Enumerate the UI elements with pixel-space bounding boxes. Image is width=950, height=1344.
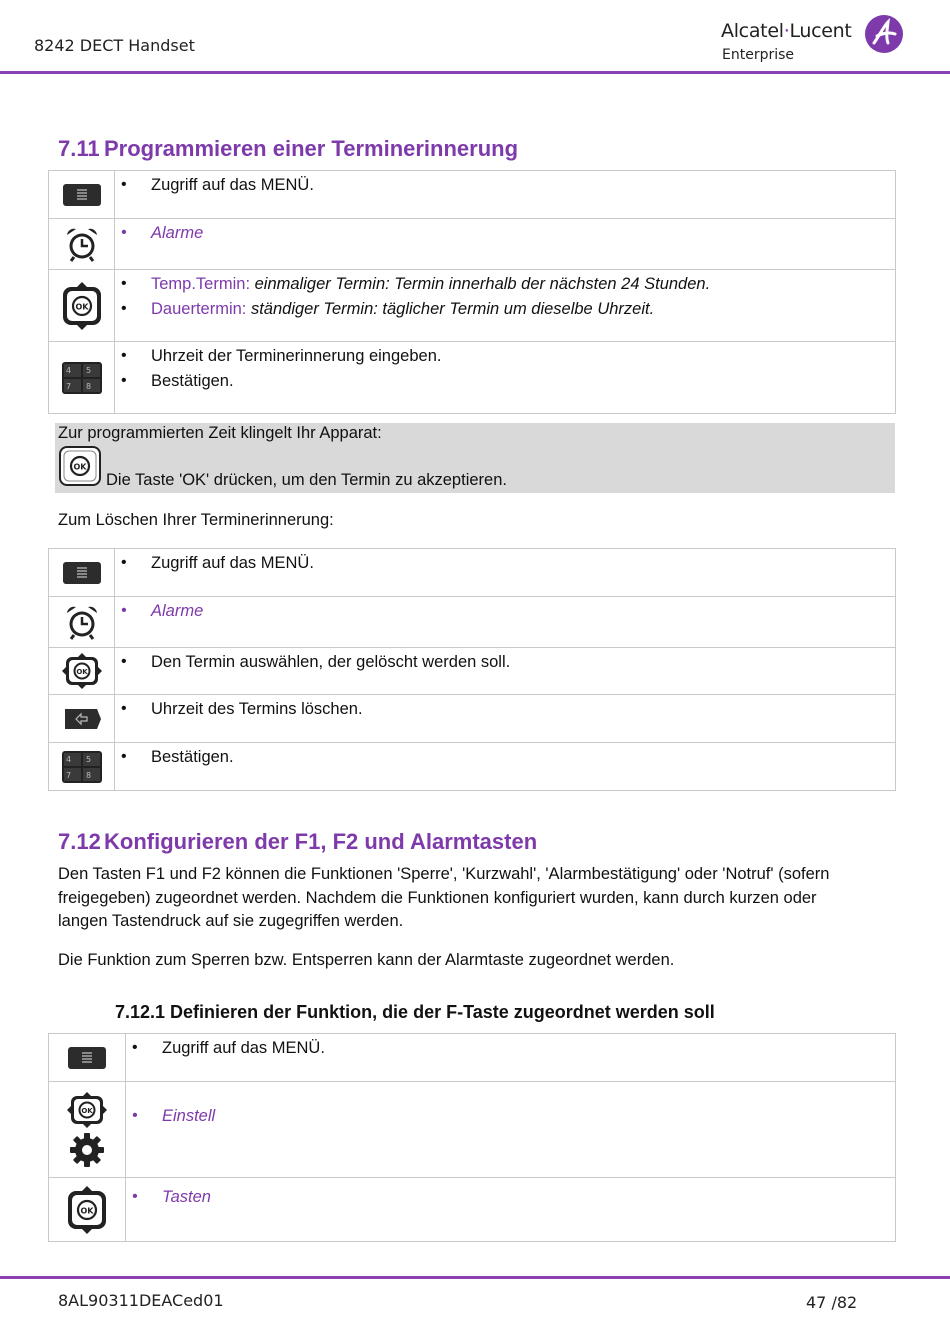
svg-text:7: 7	[65, 381, 71, 391]
step-row	[49, 1034, 896, 1082]
step-row	[49, 648, 896, 695]
subsection-heading-7-12-1: 7.12.1 Definieren der Funktion, die der F-Taste zugeordnet werden soll	[115, 1002, 715, 1022]
backspace-key-icon	[62, 707, 102, 731]
steps-table-delete	[48, 548, 896, 791]
steps-table-program	[48, 170, 896, 414]
section-heading-7-11: 7.11 Programmieren einer Terminerinnerung	[58, 136, 519, 161]
footer-rule	[0, 1276, 950, 1279]
step-row	[49, 549, 896, 597]
delete-intro: Zum Löschen Ihrer Terminerinnerung:	[58, 511, 334, 529]
note-box	[55, 423, 895, 493]
menu-key-icon	[67, 1044, 107, 1072]
step-text-cell	[126, 1082, 896, 1178]
svg-text:5: 5	[85, 365, 91, 375]
svg-text:OK: OK	[81, 1106, 93, 1115]
nav-ok-updown-icon	[66, 1185, 108, 1235]
keypad-icon	[61, 361, 103, 395]
header-rule	[0, 71, 950, 74]
menu-item-alarme: • Alarme	[151, 599, 895, 624]
svg-text:5: 5	[85, 754, 91, 764]
step-text-cell	[115, 270, 896, 342]
step-text-cell	[126, 1178, 896, 1242]
step-row	[49, 1082, 896, 1178]
step-text-cell	[115, 695, 896, 743]
step-text	[151, 297, 895, 322]
alarm-clock-icon	[64, 604, 100, 640]
step-text: • Uhrzeit des Termins löschen.	[151, 697, 895, 722]
option-temp-termin: Temp.Termin:	[151, 275, 251, 293]
step-text: • Den Termin auswählen, der gelöscht werden soll.	[151, 650, 895, 675]
svg-text:OK: OK	[80, 1206, 94, 1215]
nav-ok-updown-icon	[61, 281, 103, 331]
step-text: • Uhrzeit der Terminerinnerung eingeben.	[151, 344, 895, 369]
step-icon-cell	[49, 597, 115, 648]
step-icon-cell	[49, 171, 115, 219]
step-icon-cell	[49, 1178, 126, 1242]
step-row	[49, 342, 896, 414]
svg-text:OK: OK	[75, 668, 88, 676]
step-text-cell	[115, 648, 896, 695]
svg-text:4: 4	[65, 365, 71, 375]
svg-text:OK: OK	[73, 462, 87, 472]
menu-item-alarme: • Alarme	[151, 221, 895, 246]
ok-key-icon	[59, 446, 101, 486]
svg-text:7: 7	[65, 770, 71, 780]
step-row	[49, 743, 896, 791]
document-title: 8242 DECT Handset	[34, 36, 195, 55]
step-icon-cell	[49, 219, 115, 270]
step-icon-cell	[49, 342, 115, 414]
paragraph-f-keys	[58, 863, 829, 934]
keypad-icon	[61, 750, 103, 784]
step-text: • Bestätigen.	[151, 369, 895, 394]
logo-sub-text: Enterprise	[722, 47, 795, 63]
step-text-cell	[115, 171, 896, 219]
alarm-clock-icon	[64, 226, 100, 262]
svg-text:4: 4	[65, 754, 71, 764]
option-description: einmaliger Termin: Termin innerhalb der nächsten 24 Stunden.	[250, 275, 711, 293]
step-text-cell	[115, 549, 896, 597]
paragraph-line: Den Tasten F1 und F2 können die Funktionen 'Sperre', 'Kurzwahl', 'Alarmbestätigung' oder 'Notruf' (sofern	[58, 865, 830, 883]
note-line: Die Taste 'OK' drücken, um den Termin zu akzeptieren.	[106, 471, 507, 489]
menu-item-tasten: • Tasten	[162, 1185, 895, 1210]
step-text: • Zugriff auf das MENÜ.	[151, 551, 895, 576]
step-text-cell	[115, 743, 896, 791]
step-text-cell	[126, 1034, 896, 1082]
step-icon-cell	[49, 1082, 126, 1178]
option-description: ständiger Termin: täglicher Termin um dieselbe Uhrzeit.	[246, 299, 655, 318]
step-icon-cell	[49, 1034, 126, 1082]
gear-icon	[69, 1132, 105, 1168]
step-icon-cell	[49, 549, 115, 597]
step-text	[151, 272, 895, 297]
step-row	[49, 597, 896, 648]
alcatel-lucent-logo	[721, 14, 906, 68]
step-row	[49, 695, 896, 743]
menu-item-einstell: • Einstell	[162, 1104, 895, 1129]
a-logo-icon	[864, 14, 904, 54]
step-icon-cell	[49, 695, 115, 743]
svg-text:8: 8	[85, 381, 91, 391]
paragraph-alarm-key: Die Funktion zum Sperren bzw. Entsperren kann der Alarmtaste zugeordnet werden.	[58, 951, 675, 969]
paragraph-line: freigegeben) zugeordnet werden. Nachdem die Funktionen konfiguriert wurden, kann durch kurzen oder	[58, 888, 817, 907]
page-number: 47 /82	[806, 1293, 858, 1312]
note-line: Zur programmierten Zeit klingelt Ihr Apparat:	[58, 424, 382, 442]
step-icon-cell	[49, 648, 115, 695]
document-reference: 8AL90311DEACed01	[58, 1291, 224, 1310]
logo-brand-text: Alcatel·Lucent	[721, 20, 852, 42]
nav-ok-4way-icon	[62, 653, 102, 689]
svg-text:8: 8	[85, 770, 91, 780]
svg-text:OK: OK	[75, 302, 88, 311]
option-dauertermin: Dauertermin:	[151, 299, 247, 318]
step-icon-cell	[49, 270, 115, 342]
step-row	[49, 171, 896, 219]
steps-table-f-key	[48, 1033, 896, 1242]
step-text: • Zugriff auf das MENÜ.	[162, 1036, 895, 1061]
step-row	[49, 219, 896, 270]
nav-ok-4way-icon	[67, 1092, 107, 1128]
step-row	[49, 270, 896, 342]
menu-key-icon	[62, 559, 102, 587]
section-heading-7-12: 7.12 Konfigurieren der F1, F2 und Alarmtasten	[58, 829, 538, 854]
paragraph-line: langen Tastendruck auf sie zugegriffen werden.	[58, 912, 404, 930]
step-text-cell	[115, 219, 896, 270]
step-text-cell	[115, 342, 896, 414]
step-text-cell	[115, 597, 896, 648]
step-icon-cell	[49, 743, 115, 791]
step-text: • Bestätigen.	[151, 745, 895, 770]
step-text: • Zugriff auf das MENÜ.	[151, 173, 895, 198]
step-row	[49, 1178, 896, 1242]
menu-key-icon	[62, 181, 102, 209]
